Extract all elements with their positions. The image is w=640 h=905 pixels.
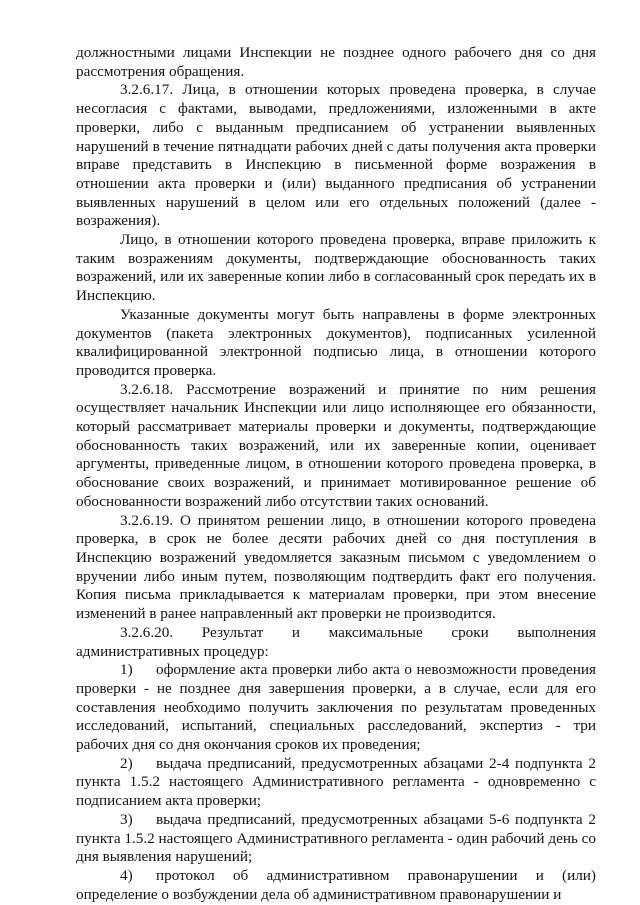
document-body — [76, 44, 596, 904]
list-item-3 — [76, 811, 596, 867]
list-item-number: 3) — [120, 810, 133, 828]
paragraph-3-2-6-17: 3.2.6.17. Лица, в отношении которых проведена проверка, в случае несогласия с фактами, выводами, предложениями, изложенными в акте проверки, либо с выданным предписанием об устранении выявленных нарушений в течение пятнадцати рабочих дней с даты получения акта проверки вправе представить в Инспекцию в письменной форме возражения в отношении акта проверки и (или) выданного предписания об устранении выявленных нарушений в целом или его отдельных положений (далее - возражения). — [76, 81, 596, 230]
paragraph-3-2-6-19: 3.2.6.19. О принятом решении лицо, в отношении которого проведена проверка, в срок не более десяти рабочих дней со дня поступления в Инспекцию возражений уведомляется заказным письмом с уведомлением о вручении либо иным путем, позволяющим подтвердить факт его получения. Копия письма прикладывается к материалам проверки, при этом внесение изменений в ранее направленный акт проверки не производится. — [76, 511, 596, 623]
list-item-text: выдача предписаний, предусмотренных абзацами 2-4 подпункта 2 пункта 1.5.2 настоящего Административного регламента - одновременно с подписанием акта проверки; — [76, 754, 596, 810]
list-item-text: выдача предписаний, предусмотренных абзацами 5-6 подпункта 2 пункта 1.5.2 настоящего Административного регламента - один рабочий день со дня выявления нарушений; — [76, 810, 597, 866]
list-item-2 — [76, 755, 596, 811]
list-item-text: оформление акта проверки либо акта о невозможности проведения проверки - не позднее дня завершения проверки, а в случае, если для его составления необходимо получить заключения по результатам проведенных исследований, испытаний, специальных расследований, экспертиз - три рабочих дня со дня окончания сроков их проведения; — [76, 661, 596, 754]
list-item-number: 1) — [120, 661, 133, 679]
paragraph-electronic-documents: Указанные документы могут быть направлены в форме электронных документов (пакета электронных документов), подписанных усиленной квалифицированной электронной подписью лица, в отношении которого проводится проверка. — [76, 305, 596, 379]
list-item-text: протокол об административном правонарушении и (или) определение о возбуждении дела об административном правонарушении и — [76, 866, 596, 903]
paragraph-attach-documents: Лицо, в отношении которого проведена проверка, вправе приложить к таким возражениям документы, подтверждающие обоснованность таких возражений, или их заверенные копии либо в согласованный срок передать их в Инспекцию. — [76, 231, 596, 305]
list-item-1 — [76, 661, 596, 755]
list-item-number: 2) — [120, 754, 133, 772]
paragraph-continuation: должностными лицами Инспекции не позднее одного рабочего дня со дня рассмотрения обращения. — [76, 44, 596, 80]
paragraph-3-2-6-18: 3.2.6.18. Рассмотрение возражений и принятие по ним решения осуществляет начальник Инспекции или лицо исполняющее его обязанности, который рассматривает материалы проверки и документы, подтверждающие обоснованность таких возражений, или их заверенные копии, оценивает аргументы, приведенные лицом, в отношении которого проведена проверка, в обоснование своих возражений, и принимает мотивированное решение об обоснованности возражений либо отсутствии таких оснований. — [76, 380, 596, 510]
list-item-number: 4) — [120, 866, 133, 884]
list-item-4 — [76, 867, 596, 904]
paragraph-3-2-6-20: 3.2.6.20. Результат и максимальные сроки выполнения административных процедур: — [76, 623, 596, 660]
